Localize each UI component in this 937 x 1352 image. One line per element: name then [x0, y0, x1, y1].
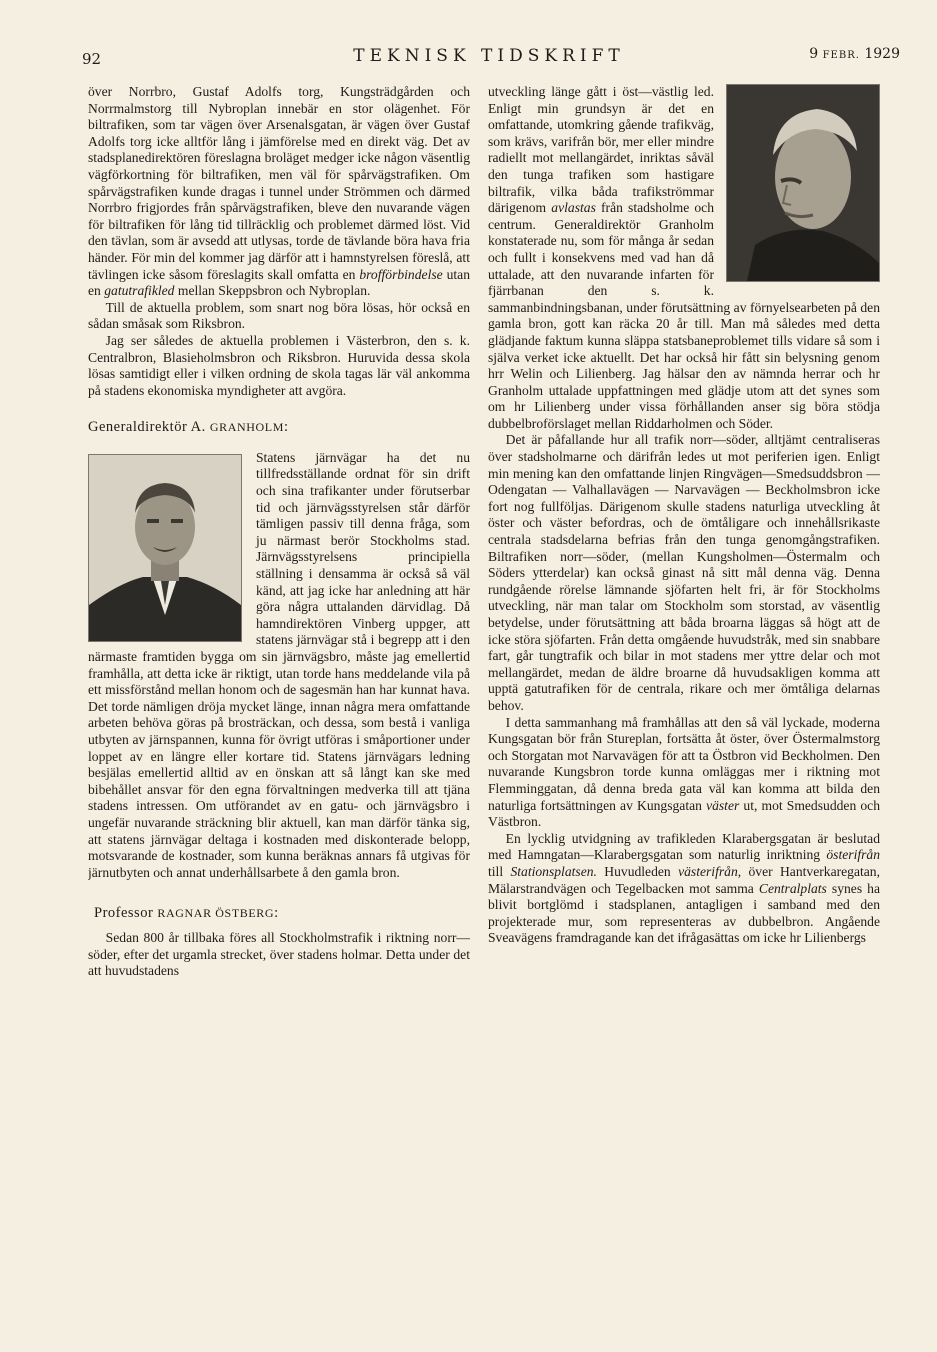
italic-term: väster — [706, 797, 740, 813]
issue-date — [809, 46, 900, 62]
paragraph: utveckling länge gått i öst—västlig led. Enligt min grundsyn är det en omfattande, utomkring gående trafikväg, som krävs, varifrån bör, mer eller mindre radiellt mot mellangärdet, inriktas såväl den tunga trafiken som hastigare biltrafik, vilka båda trafikströmmar därigenom avlastas från stadsholme och centrum. Generaldirektör Granholm konstaterade nu, som för många år sedan och fullt i konsekvens med vad han då uttalade, att den nuvarande infarten för fjärrbanan den s. k. sammanbindningsbanan, under förutsättning av förnyelsearbeten på den gamla bron, gott kan räcka 20 år till. Man må således med detta glädjande faktum kunna släppa statsbaneproblemet tills vidare så som i själva verket icke aktuellt. Det har också hir fått sin belysning genom hrr Welin och Lilienberg. Jag hälsar den av nämnda herrar och hr Granholm uttalade uppfattningen med glädje utom att det synes som om hr Lilienberg under vissa förhållanden anser sig böra stödja dubbelbroförslaget mellan Riddarholmen och Söder. — [488, 84, 880, 431]
portrait-ostberg-image — [727, 85, 879, 281]
italic-term: västerifrån — [678, 863, 738, 879]
italic-term: avlastas — [551, 200, 596, 216]
paragraph: I detta sammanhang må framhållas att den så väl lyckade, moderna Kungsgatan bör från Stureplan, fortsätta åt öster, över Östermalmstorg och Storgatan mot Narvavägen för att ta Östbron vid Beckholmen. Den nuvarande Kungsbron torde kunna omläggas mer i riktning mot Flemminggatan, då denna breda gata väl kan komma att bilda den naturliga fortsättningen av Kungsgatan väster ut, mot Smedsudden och Västbron. — [488, 714, 880, 830]
italic-term: österifrån — [826, 847, 880, 863]
portrait-photo-ostberg — [726, 84, 880, 282]
paragraph: En lycklig utvidgning av trafikleden Klarabergsgatan är beslutad med Hamngatan—Klarabergsgatan som naturlig inriktning österifrån till Stationsplatsen. Huvudleden västerifrån, över Hantverkaregatan, Mälarstrandvägen och Tegelbacken mot samma Centralplats synes ha blivit bortglömd i stadsplanen, antagligen i samband med den projekterade mur, som representeras av dubbelbron. Angående Sveavägens framdragande kan det ifrågasättas om icke hr Lilienbergs — [488, 830, 880, 946]
italic-term: Centralplats — [758, 880, 827, 896]
date-month: FEBR. — [822, 50, 860, 61]
speaker-heading-ostberg: Professor RAGNAR ÖSTBERG: — [94, 905, 279, 922]
speaker-name: GRANHOLM — [209, 420, 284, 435]
paragraph-granholm: Statens järnvägar ha det nu tillfredsställande ordnat för sin drift och sina trafikanter under förutserbar tid och järnvägsstyrelsen står därför tämligen passiv till denna fråga, som ju närmast berör Stockholms stad. Järnvägsstyrelsens principiella ställning i densamma är också så väl känd, att jag icke har anledning att här göra några uttalanden därvidlag. Då hamndirektören Vinberg uppger, att statens järnvägar stå i begrepp att i den närmaste framtiden bygga om sin järnvägsbro, måste jag emellertid framhålla, att detta icke är riktigt, utan torde hans meddelande vila på ett missförstånd mellan honom och de sagesmän han har kunnat hava. Det torde nämligen dröja mycket länge, innan några mera omfattande arbeten behöva göras på brosträckan, och dessa, som bestå i vanliga utbyten av järnspannen, kunna för övrigt utföras i småportioner under loppet av en längre eller kortare tid. Statens järnvägars ledning besjälas emellertid alltid av en önskan att så långt kan ske med bibehållet ansvar för den egna förvaltningen medverka till att tjäna stadens intressen. Om utförandet av en gatu- och järnvägsbro i ungefär nuvarande sträckning blir aktuell, kan man därför tänka sig, att statens järnvägar deltaga i kostnaden med diskonterade belopp, motsvarande de kostnader, som kunna beräknas annars få utgivas för järnutbyten och annat underhållsarbete å den gamla bron. — [88, 449, 470, 880]
speaker-name: RAGNAR ÖSTBERG — [157, 906, 275, 921]
journal-title: TEKNISK TIDSKRIFT — [353, 46, 625, 66]
paragraph: Jag ser således de aktuella problemen i Västerbron, den s. k. Centralbron, Blasieholmsbron och Riksbron. Huruvida dessa skola lösas samtidigt eller i vilken ordning de skola tagas lär väl ankomma på stadens ekonomiska myndigheter att avgöra. — [88, 332, 470, 398]
paragraph: Till de aktuella problem, som snart nog böra lösas, hör också en sådan småsak som Riksbron. — [88, 299, 470, 332]
paragraph: över Norrbro, Gustaf Adolfs torg, Kungsträdgården och Norrmalmstorg till Nybroplan innebär en stor olägenhet. För biltrafiken, som tar vägen över Arsenalsgatan, är vägen över Gustaf Adolfs torg icke alltför lång i jämförelse med en direkt väg. Det av stadsplanedirektören föreslagna broläget medger icke någon väsentlig vägförkortning för biltrafiken, men väl för spårvägstrafiken. Om spårvägstrafiken kunde dragas i tunnel under Strömmen och därmed Norrbro frigjordes från spårvägstrafiken, bleve den nuvarande vägen för biltrafiken för lång tid tillräcklig och problemet därmed löst. Vid den tävlan, som är avsedd att utlysas, torde de tävlande böra hava fria händer. För min del kommer jag därför att i hamnstyrelsen föreslå, att tävlingen icke såsom föreslagits skall omfatta en brofförbindelse utan en gatutrafikled mellan Skeppsbron och Nybroplan. — [88, 84, 470, 299]
portrait-photo-granholm — [88, 454, 242, 642]
italic-term: brofförbindelse — [359, 266, 443, 282]
paragraph-ostberg: Sedan 800 år tillbaka föres all Stockholmstrafik i riktning norr—söder, efter det urgamla strecket, över stadens holmar. Detta under det att huvudstadens — [88, 929, 470, 979]
left-column — [88, 84, 470, 1264]
italic-term: Stationsplatsen. — [510, 863, 597, 879]
italic-term: gatutrafikled — [104, 283, 175, 299]
paragraph: Det är påfallande hur all trafik norr—söder, alltjämt centraliseras över stadsholmarne och därifrån ledes ut mot periferien igen. Enligt min mening kan den omfattande linjen Ringvägen—Smedsuddsbron — Odengatan — Valhallavägen — Narvavägen — Beckholmsbron icke fort nog fullföljas. Därigenom skulle stadens naturliga utveckling åt öster och väster befordras, och de ömtåligare och innehållsrikaste centrala stadsdelarna befrias från den tunga genomgångstrafiken. Biltrafiken norr—söder, (mellan Kungsholmen—Östermalm och Söders ytterdelar) kan också ginast nå sitt mål denna väg. Denna rundgående rörelse lämnande sjöfarten helt fri, är för Stockholms utveckling, när man talar om Stockholm som storstad, av väsentlig betydelse, under förutsättning att båda broarna läggas så högt att de icke störa sjöfarten. Från detta omgående huvudstråk, med sin snabbare fart, går tungtrafik och bilar in mot stadens mer yttre delar och mot mellangärdet, medan de äldre broarne då huvudsakligen komma att upptä gatutrafiken för de centrala, rikare och mer ömtåliga delarnas behov. — [488, 432, 880, 713]
page-number: 92 — [82, 50, 102, 68]
date-day: 9 — [809, 46, 819, 62]
portrait-granholm-image — [89, 455, 241, 641]
right-column — [488, 84, 880, 1284]
page-header — [78, 44, 900, 72]
speaker-heading-granholm: Generaldirektör A. GRANHOLM: — [88, 419, 289, 436]
date-year: 1929 — [864, 46, 900, 62]
